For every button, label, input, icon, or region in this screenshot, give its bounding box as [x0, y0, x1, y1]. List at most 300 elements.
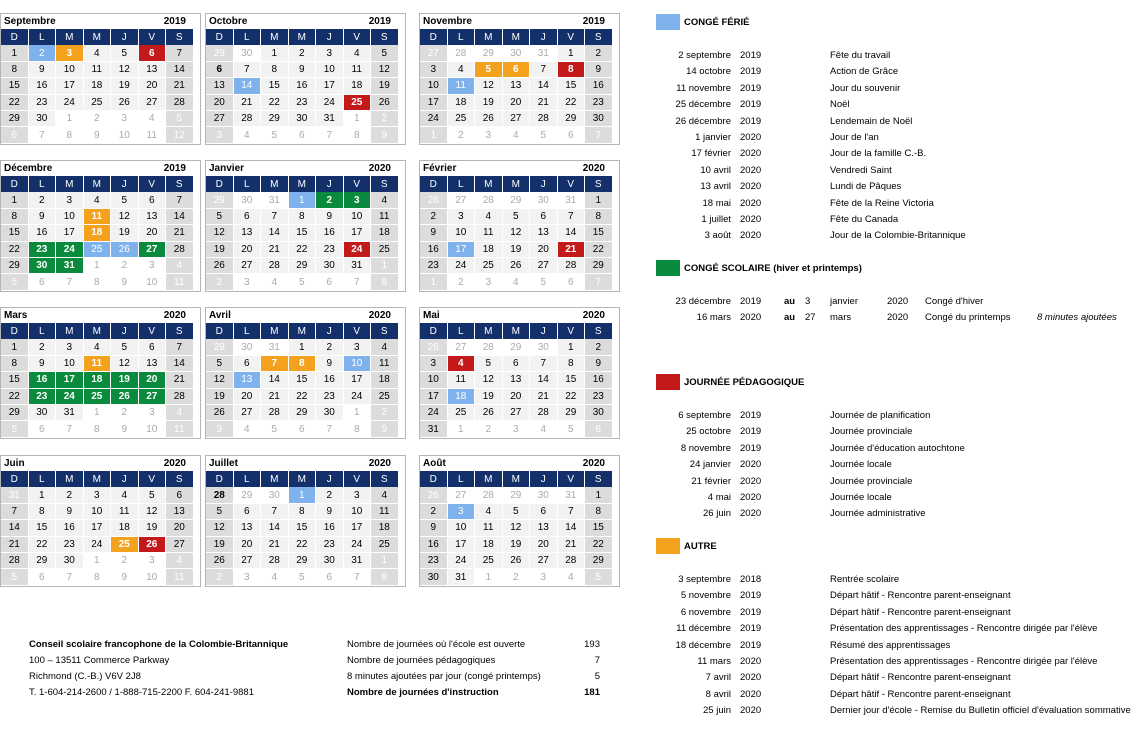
event-label: Jour du souvenir	[830, 82, 901, 94]
weekday-header: D	[206, 471, 233, 487]
event-date: 1 juillet	[701, 214, 731, 225]
event-label: Journée locale	[830, 459, 892, 471]
day-cell: 29	[585, 258, 612, 274]
month-name: Juillet	[209, 458, 238, 469]
day-cell: 4	[371, 487, 398, 503]
day-cell: 29	[1, 258, 28, 274]
day-cell: 27	[166, 537, 193, 553]
day-cell: 6	[29, 421, 56, 437]
day-cell: 9	[84, 127, 111, 143]
day-cell: 21	[166, 225, 193, 241]
month-juin	[0, 455, 201, 587]
day-cell: 17	[420, 389, 447, 405]
day-cell: 4	[261, 569, 288, 585]
day-cell: 9	[420, 520, 447, 536]
day-cell: 17	[56, 372, 83, 388]
weekday-header: L	[234, 471, 261, 487]
day-cell: 16	[29, 78, 56, 94]
weekday-header: M	[261, 471, 288, 487]
event-year: 2020	[740, 459, 762, 471]
day-cell: 14	[261, 520, 288, 536]
day-cell: 14	[166, 62, 193, 78]
day-cell: 18	[448, 389, 475, 405]
legend-swatch-ferie	[656, 14, 680, 30]
day-cell: 3	[206, 421, 233, 437]
day-cell: 23	[316, 389, 343, 405]
event-label: Fête de la Reine Victoria	[830, 197, 934, 209]
day-cell: 22	[585, 537, 612, 553]
event-date: 25 juin	[703, 705, 731, 717]
month-header	[1, 14, 200, 29]
event-date: 3 septembre	[678, 574, 731, 585]
day-cell: 7	[530, 62, 557, 78]
weekday-header: M	[261, 29, 288, 45]
event-year: 2020	[740, 672, 762, 684]
weekday-header: M	[84, 471, 111, 487]
day-cell: 11	[84, 209, 111, 225]
day-cell: 26	[206, 258, 233, 274]
day-cell: 1	[420, 274, 447, 290]
weekday-header: S	[371, 471, 398, 487]
month-mai	[419, 307, 620, 439]
month-year: 2019	[368, 16, 391, 27]
day-cell: 31	[448, 569, 475, 585]
weekday-header: S	[371, 323, 398, 339]
day-cell: 9	[420, 225, 447, 241]
day-cell: 7	[344, 274, 371, 290]
day-cell: 29	[206, 45, 233, 61]
day-cell: 15	[1, 225, 28, 241]
day-cell: 25	[344, 95, 371, 111]
day-cell: 9	[29, 62, 56, 78]
day-cell: 21	[1, 537, 28, 553]
event-label: Fête du travail	[830, 50, 891, 61]
day-cell: 4	[503, 274, 530, 290]
day-cell: 22	[585, 242, 612, 258]
day-cell: 31	[344, 258, 371, 274]
event-label: Lundi de Pâques	[830, 181, 902, 193]
section-title-autre: AUTRE	[684, 541, 717, 552]
day-cell: 4	[139, 111, 166, 127]
day-cell: 12	[166, 127, 193, 143]
day-cell: 14	[166, 356, 193, 372]
day-cell: 22	[1, 95, 28, 111]
month-janvier	[205, 160, 406, 292]
section-title-conge-ferie: CONGÉ FÉRIÉ	[684, 17, 750, 28]
day-cell: 19	[111, 372, 138, 388]
day-cell: 26	[503, 258, 530, 274]
day-cell: 4	[84, 192, 111, 208]
org-name: Conseil scolaire francophone de la Colombie-Britannique	[29, 639, 289, 650]
month-name: Juin	[4, 458, 25, 469]
day-cell: 27	[503, 405, 530, 421]
day-cell: 26	[420, 192, 447, 208]
day-cell: 9	[316, 356, 343, 372]
day-cell: 31	[56, 258, 83, 274]
weekday-header: D	[1, 29, 28, 45]
day-cell: 27	[234, 405, 261, 421]
month-header	[1, 456, 200, 471]
day-cell: 31	[344, 553, 371, 569]
day-cell: 25	[111, 537, 138, 553]
day-cell: 25	[448, 405, 475, 421]
day-cell: 1	[420, 127, 447, 143]
day-cell: 1	[261, 45, 288, 61]
event-label: Journée provinciale	[830, 475, 913, 487]
day-cell: 28	[558, 553, 585, 569]
month-août	[419, 455, 620, 587]
section-title-journee-pedago: JOURNÉE PÉDAGOGIQUE	[684, 377, 805, 388]
weekday-header: D	[1, 323, 28, 339]
month-grid	[206, 323, 405, 438]
day-cell: 4	[503, 127, 530, 143]
day-cell: 5	[206, 209, 233, 225]
day-cell: 23	[316, 242, 343, 258]
day-cell: 4	[166, 258, 193, 274]
day-cell: 21	[234, 95, 261, 111]
day-cell: 11	[371, 209, 398, 225]
day-cell: 7	[585, 274, 612, 290]
weekday-header: M	[289, 323, 316, 339]
day-cell: 3	[139, 258, 166, 274]
day-cell: 4	[84, 45, 111, 61]
day-cell: 8	[84, 421, 111, 437]
day-cell: 5	[585, 569, 612, 585]
day-cell: 23	[585, 95, 612, 111]
month-grid	[420, 323, 619, 438]
day-cell: 26	[420, 339, 447, 355]
weekday-header: S	[585, 176, 612, 192]
weekday-header: M	[56, 323, 83, 339]
weekday-header: M	[503, 471, 530, 487]
weekday-header: L	[234, 176, 261, 192]
month-year: 2020	[163, 458, 186, 469]
day-cell: 12	[475, 78, 502, 94]
day-cell: 6	[234, 209, 261, 225]
weekday-header: J	[316, 471, 343, 487]
day-cell: 31	[420, 421, 447, 437]
day-cell: 20	[139, 372, 166, 388]
weekday-header: M	[289, 471, 316, 487]
weekday-header: S	[371, 29, 398, 45]
day-cell: 4	[448, 356, 475, 372]
day-cell: 1	[84, 553, 111, 569]
day-cell: 21	[261, 537, 288, 553]
event-date: 26 juin	[703, 508, 731, 520]
day-cell: 15	[585, 520, 612, 536]
day-cell: 10	[139, 569, 166, 585]
day-cell: 3	[503, 421, 530, 437]
day-cell: 14	[558, 520, 585, 536]
day-cell: 20	[503, 389, 530, 405]
day-cell: 29	[206, 339, 233, 355]
day-cell: 1	[29, 487, 56, 503]
legend-swatch-scolaire	[656, 260, 680, 276]
event-date: 6 septembre	[678, 410, 731, 421]
event-year: 2020	[740, 164, 762, 176]
day-cell: 7	[234, 62, 261, 78]
weekday-header: M	[503, 29, 530, 45]
weekday-header: V	[139, 29, 166, 45]
day-cell: 8	[344, 127, 371, 143]
day-cell: 10	[56, 62, 83, 78]
day-cell: 6	[585, 421, 612, 437]
day-cell: 1	[84, 258, 111, 274]
day-cell: 23	[29, 389, 56, 405]
day-cell: 16	[420, 537, 447, 553]
day-cell: 28	[234, 111, 261, 127]
weekday-header: M	[475, 323, 502, 339]
day-cell: 2	[371, 405, 398, 421]
day-cell: 28	[530, 111, 557, 127]
month-name: Septembre	[4, 16, 56, 27]
day-cell: 20	[139, 225, 166, 241]
event-date: 2 septembre	[678, 50, 731, 61]
day-cell: 13	[234, 520, 261, 536]
day-cell: 2	[585, 339, 612, 355]
month-name: Novembre	[423, 16, 472, 27]
event-year: 2020	[740, 688, 762, 700]
day-cell: 26	[475, 405, 502, 421]
day-cell: 28	[448, 45, 475, 61]
event-year: 2019	[740, 590, 762, 602]
weekday-header: J	[111, 471, 138, 487]
day-cell: 8	[558, 62, 585, 78]
day-cell: 20	[234, 389, 261, 405]
event-year: 2019	[740, 606, 762, 618]
day-cell: 31	[316, 111, 343, 127]
day-cell: 25	[371, 537, 398, 553]
month-year: 2020	[582, 163, 605, 174]
day-cell: 13	[530, 520, 557, 536]
day-cell: 8	[344, 421, 371, 437]
event-date: 10 avril	[700, 164, 731, 176]
day-cell: 10	[420, 78, 447, 94]
month-name: Octobre	[209, 16, 248, 27]
weekday-header: M	[56, 29, 83, 45]
day-cell: 6	[166, 487, 193, 503]
day-cell: 8	[261, 62, 288, 78]
event-year: 2020	[740, 230, 762, 242]
event-date: 21 février	[691, 475, 731, 487]
month-header	[206, 161, 405, 176]
day-cell: 29	[585, 553, 612, 569]
day-cell: 1	[585, 192, 612, 208]
day-cell: 2	[371, 111, 398, 127]
day-cell: 30	[316, 258, 343, 274]
day-cell: 30	[530, 487, 557, 503]
day-cell: 7	[56, 274, 83, 290]
day-cell: 29	[206, 192, 233, 208]
day-cell: 8	[289, 209, 316, 225]
day-cell: 3	[420, 62, 447, 78]
event-date: 4 mai	[707, 492, 731, 503]
day-cell: 4	[234, 127, 261, 143]
day-cell: 13	[503, 372, 530, 388]
day-cell: 30	[234, 45, 261, 61]
event-note: 8 minutes ajoutées	[1037, 312, 1117, 324]
day-cell: 16	[316, 520, 343, 536]
month-mars	[0, 307, 201, 439]
day-cell: 27	[206, 111, 233, 127]
day-cell: 31	[56, 405, 83, 421]
day-cell: 31	[558, 192, 585, 208]
month-year: 2020	[582, 458, 605, 469]
day-cell: 7	[56, 569, 83, 585]
day-cell: 22	[261, 95, 288, 111]
day-cell: 3	[448, 209, 475, 225]
day-cell: 9	[316, 504, 343, 520]
day-cell: 4	[475, 209, 502, 225]
weekday-header: L	[29, 471, 56, 487]
day-cell: 30	[289, 111, 316, 127]
day-cell: 24	[56, 95, 83, 111]
day-cell: 7	[166, 339, 193, 355]
event-year: 2020	[740, 492, 762, 503]
day-cell: 27	[139, 95, 166, 111]
weekday-header: D	[420, 471, 447, 487]
day-cell: 29	[289, 258, 316, 274]
day-cell: 1	[371, 553, 398, 569]
day-cell: 9	[29, 209, 56, 225]
day-cell: 2	[448, 127, 475, 143]
day-cell: 21	[166, 372, 193, 388]
day-cell: 7	[56, 421, 83, 437]
day-cell: 2	[316, 487, 343, 503]
day-cell: 17	[420, 95, 447, 111]
day-cell: 29	[503, 487, 530, 503]
day-cell: 14	[530, 78, 557, 94]
weekday-header: V	[558, 323, 585, 339]
day-cell: 6	[139, 192, 166, 208]
stat-label: Nombre de journées où l'école est ouverte	[347, 639, 526, 650]
day-cell: 2	[420, 504, 447, 520]
day-cell: 6	[29, 569, 56, 585]
day-cell: 1	[448, 421, 475, 437]
event-start-date: 16 mars	[696, 312, 731, 324]
event-date: 5 novembre	[680, 590, 731, 602]
day-cell: 11	[166, 274, 193, 290]
day-cell: 17	[56, 78, 83, 94]
day-cell: 1	[1, 339, 28, 355]
day-cell: 9	[111, 274, 138, 290]
day-cell: 8	[1, 209, 28, 225]
month-header	[206, 308, 405, 323]
weekday-header: V	[558, 29, 585, 45]
day-cell: 12	[139, 504, 166, 520]
day-cell: 30	[316, 553, 343, 569]
day-cell: 1	[344, 405, 371, 421]
month-grid	[420, 29, 619, 144]
day-cell: 29	[261, 111, 288, 127]
day-cell: 6	[558, 127, 585, 143]
day-cell: 29	[29, 553, 56, 569]
day-cell: 3	[344, 192, 371, 208]
month-grid	[1, 323, 200, 438]
day-cell: 27	[234, 553, 261, 569]
address-line-2: Richmond (C.-B.) V6V 2J8	[29, 671, 141, 682]
day-cell: 21	[530, 95, 557, 111]
day-cell: 24	[316, 95, 343, 111]
day-cell: 23	[316, 537, 343, 553]
weekday-header: V	[558, 176, 585, 192]
event-date: 11 mars	[697, 656, 731, 667]
day-cell: 10	[344, 356, 371, 372]
day-cell: 27	[139, 389, 166, 405]
month-year: 2019	[163, 16, 186, 27]
event-year: 2020	[740, 656, 762, 667]
month-grid	[206, 29, 405, 144]
event-date: 17 février	[691, 148, 731, 160]
day-cell: 11	[448, 372, 475, 388]
month-grid	[1, 176, 200, 291]
day-cell: 8	[558, 356, 585, 372]
event-year: 2020	[740, 181, 762, 193]
day-cell: 5	[111, 45, 138, 61]
day-cell: 30	[420, 569, 447, 585]
day-cell: 17	[84, 520, 111, 536]
day-cell: 6	[530, 209, 557, 225]
event-label: Vendredi Saint	[830, 164, 892, 176]
day-cell: 2	[503, 569, 530, 585]
day-cell: 28	[261, 405, 288, 421]
stat-value: 5	[594, 671, 600, 682]
day-cell: 8	[585, 504, 612, 520]
month-year: 2020	[368, 310, 391, 321]
day-cell: 5	[1, 421, 28, 437]
day-cell: 29	[1, 405, 28, 421]
weekday-header: M	[261, 323, 288, 339]
event-label: Résumé des apprentissages	[830, 639, 951, 651]
day-cell: 28	[261, 258, 288, 274]
day-cell: 6	[206, 62, 233, 78]
day-cell: 2	[316, 339, 343, 355]
event-year: 2019	[740, 426, 762, 438]
day-cell: 13	[166, 504, 193, 520]
day-cell: 13	[234, 372, 261, 388]
weekday-header: V	[139, 176, 166, 192]
day-cell: 28	[558, 258, 585, 274]
day-cell: 8	[371, 569, 398, 585]
day-cell: 8	[56, 127, 83, 143]
month-year: 2020	[368, 458, 391, 469]
event-label: Journée administrative	[830, 508, 926, 520]
weekday-header: V	[139, 471, 166, 487]
event-label: Journée locale	[830, 492, 892, 503]
day-cell: 18	[371, 225, 398, 241]
day-cell: 25	[84, 95, 111, 111]
day-cell: 30	[29, 111, 56, 127]
day-cell: 24	[56, 242, 83, 258]
day-cell: 23	[29, 242, 56, 258]
day-cell: 16	[316, 372, 343, 388]
day-cell: 22	[289, 389, 316, 405]
event-label: Présentation des apprentissages - Rencontre dirigée par l'élève	[830, 623, 1098, 635]
day-cell: 25	[371, 389, 398, 405]
day-cell: 19	[475, 389, 502, 405]
event-date: 18 mai	[702, 197, 731, 209]
month-septembre	[0, 13, 201, 145]
day-cell: 25	[475, 258, 502, 274]
day-cell: 7	[261, 504, 288, 520]
day-cell: 24	[56, 389, 83, 405]
day-cell: 6	[29, 274, 56, 290]
stat-label: 8 minutes ajoutées par jour (congé printemps)	[347, 671, 541, 682]
weekday-header: J	[316, 323, 343, 339]
day-cell: 18	[111, 520, 138, 536]
month-name: Avril	[209, 310, 231, 321]
day-cell: 15	[1, 78, 28, 94]
